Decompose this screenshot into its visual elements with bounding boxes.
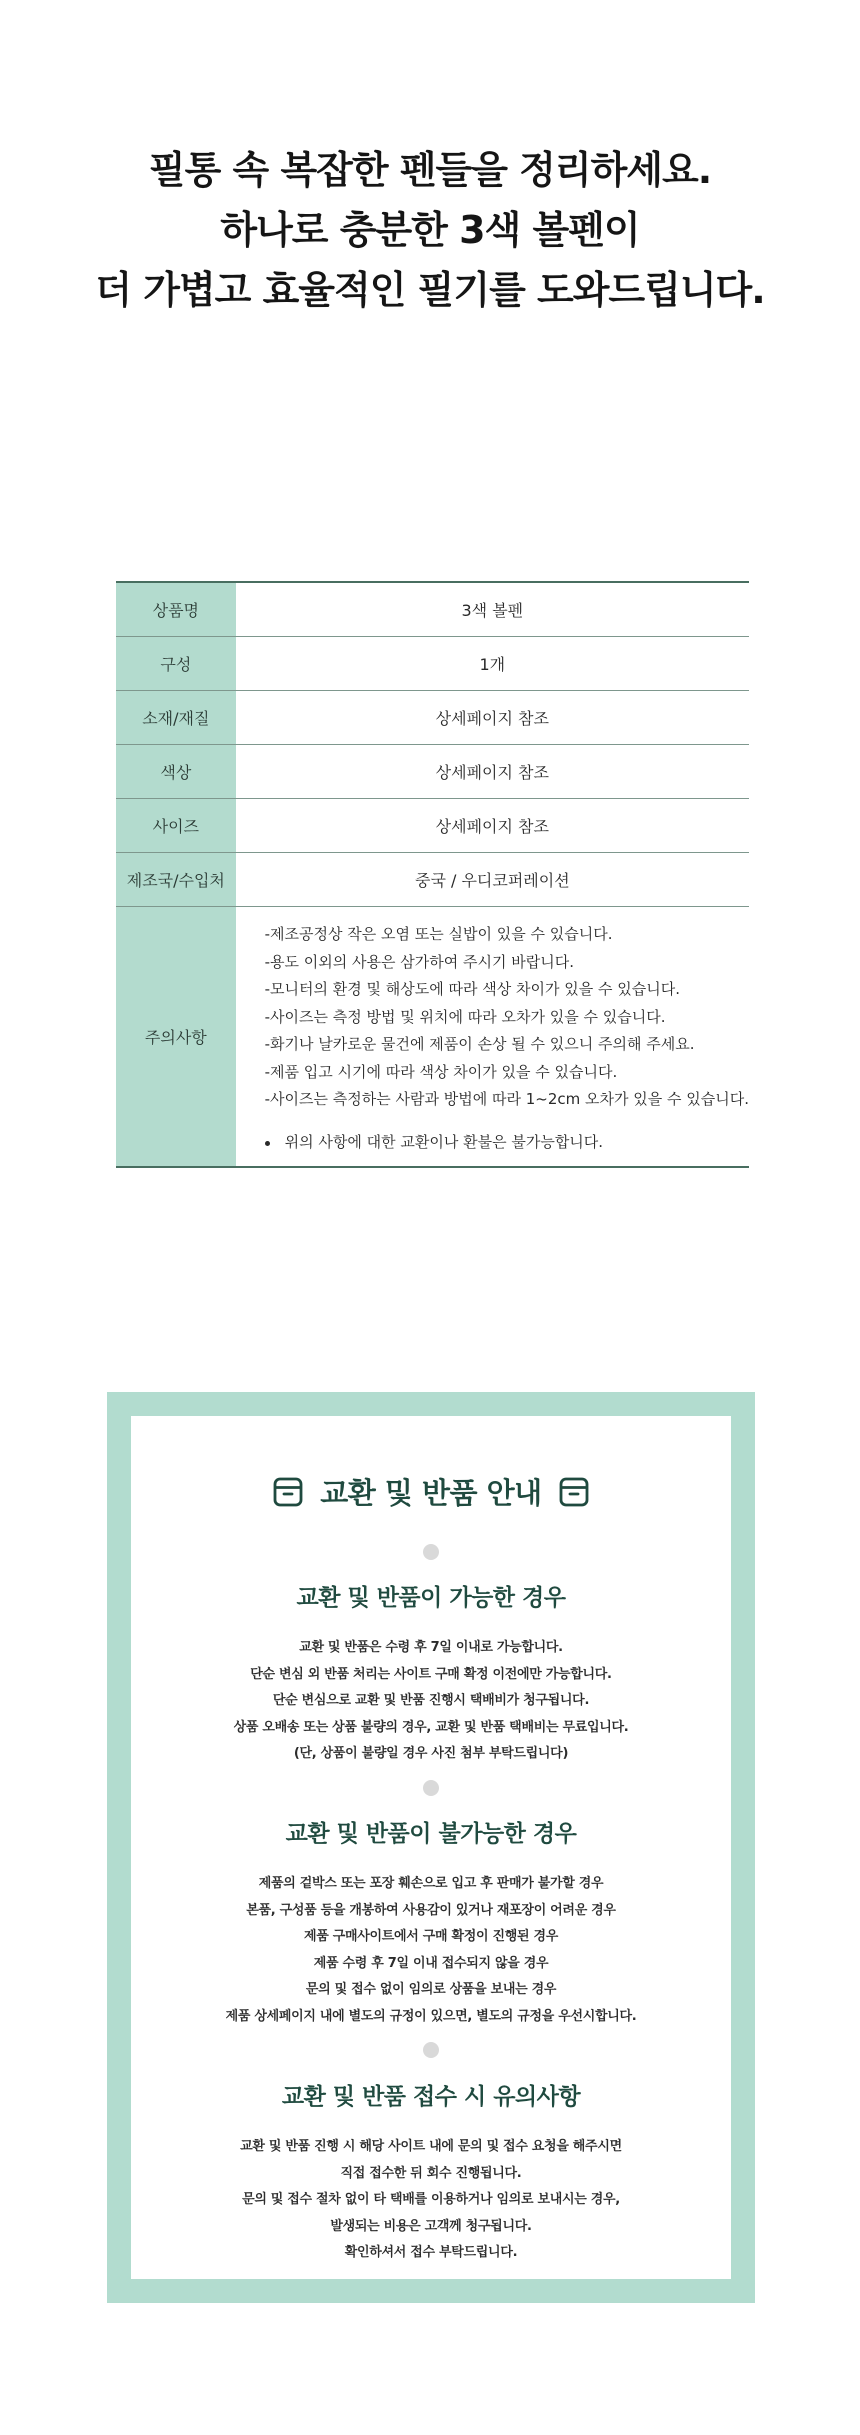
headline-line: 필통 속 복잡한 펜들을 정리하세요.	[148, 148, 712, 192]
guide-title-text: 교환 및 반품 안내	[320, 1476, 542, 1510]
spec-row	[116, 799, 749, 853]
section-line: 제품의 겉박스 또는 포장 훼손으로 입고 후 판매가 불가할 경우	[258, 1876, 604, 1891]
guide-title	[131, 1471, 731, 1512]
spec-label: 구성	[116, 637, 236, 691]
section-line: 제품 수령 후 7일 이내 접수되지 않을 경우	[313, 1955, 549, 1971]
spec-label: 제조국/수입처	[116, 853, 236, 907]
box-icon	[558, 1476, 590, 1508]
headline-line: 더 가볍고 효율적인 필기를 도와드립니다.	[95, 268, 765, 312]
caution-line: -제조공정상 작은 오염 또는 실밥이 있을 수 있습니다.	[264, 925, 613, 943]
section-line: 제품 상세페이지 내에 별도의 규정이 있으면, 별도의 규정을 우선시합니다.	[225, 2008, 637, 2024]
spec-label: 색상	[116, 745, 236, 799]
section-line: 문의 및 접수 절차 없이 타 택배를 이용하거나 임의로 보내시는 경우,	[242, 2192, 620, 2207]
caution-line: -화기나 날카로운 물건에 제품이 손상 될 수 있으니 주의해 주세요.	[264, 1035, 695, 1053]
section-line: 단순 변심 외 반품 처리는 사이트 구매 확정 이전에만 가능합니다.	[250, 1666, 612, 1682]
section-line: 직접 접수한 뒤 회수 진행됩니다.	[340, 2165, 522, 2181]
spec-row	[116, 745, 749, 799]
spec-label: 소재/재질	[116, 691, 236, 745]
section-line: 교환 및 반품 진행 시 해당 사이트 내에 문의 및 접수 요청을 해주시면	[240, 2139, 622, 2154]
exchange-return-guide	[107, 1392, 755, 2303]
spec-value: 상세페이지 참조	[236, 691, 749, 745]
caution-line: -사이즈는 측정하는 사람과 방법에 따라 1~2cm 오차가 있을 수 있습니다.	[264, 1090, 749, 1108]
caution-line: -모니터의 환경 및 해상도에 따라 색상 차이가 있을 수 있습니다.	[264, 980, 680, 998]
separator-dot-icon	[423, 2042, 439, 2058]
spec-label: 주의사항	[116, 907, 236, 1168]
caution-bullet-text: 위의 사항에 대한 교환이나 환불은 불가능합니다.	[284, 1132, 604, 1151]
section-line: 교환 및 반품은 수령 후 7일 이내로 가능합니다.	[299, 1640, 563, 1655]
spec-label: 사이즈	[116, 799, 236, 853]
caution-line: -제품 입고 시기에 따라 색상 차이가 있을 수 있습니다.	[264, 1062, 618, 1081]
box-icon	[272, 1476, 304, 1508]
bullet-dot-icon	[265, 1141, 270, 1146]
separator-dot-icon	[423, 1544, 439, 1560]
spec-value: 1개	[236, 637, 749, 691]
caution-cell	[236, 907, 749, 1168]
section-heading: 교환 및 반품이 불가능한 경우	[285, 1821, 577, 1847]
section-body	[131, 1635, 731, 1768]
section-line: 확인하셔서 접수 부탁드립니다.	[344, 2245, 518, 2260]
spec-value: 상세페이지 참조	[236, 799, 749, 853]
caution-line: -용도 이외의 사용은 삼가하여 주시기 바랍니다.	[264, 952, 574, 971]
caution-bullet	[265, 1129, 749, 1157]
separator-dot-icon	[423, 1780, 439, 1796]
spec-row-caution	[116, 907, 749, 1168]
section-line: 발생되는 비용은 고객께 청구됩니다.	[330, 2218, 532, 2234]
spec-row	[116, 853, 749, 907]
section-line: 제품 구매사이트에서 구매 확정이 진행된 경우	[303, 1929, 559, 1944]
section-line: 문의 및 접수 없이 임의로 상품을 보내는 경우	[305, 1982, 557, 1997]
section-line: 상품 오배송 또는 상품 불량의 경우, 교환 및 반품 택배비는 무료입니다.	[233, 1719, 629, 1735]
caution-line: -사이즈는 측정 방법 및 위치에 따라 오차가 있을 수 있습니다.	[264, 1007, 666, 1026]
headline-line: 하나로 충분한 3색 볼펜이	[220, 208, 640, 252]
caution-list	[236, 907, 749, 1166]
section-line: (단, 상품이 불량일 경우 사진 첨부 부탁드립니다)	[293, 1746, 569, 1761]
product-spec-table	[116, 581, 749, 1168]
section-heading: 교환 및 반품 접수 시 유의사항	[281, 2084, 581, 2110]
spec-label: 상품명	[116, 582, 236, 637]
spec-value: 중국 / 우디코퍼레이션	[236, 853, 749, 907]
spec-row	[116, 582, 749, 637]
guide-panel	[131, 1416, 731, 2279]
spec-row	[116, 637, 749, 691]
spec-value: 3색 볼펜	[236, 582, 749, 637]
section-body	[131, 2134, 731, 2267]
section-line: 본품, 구성품 등을 개봉하여 사용감이 있거나 재포장이 어려운 경우	[246, 1902, 616, 1918]
headline	[0, 140, 860, 320]
section-line: 단순 변심으로 교환 및 반품 진행시 택배비가 청구됩니다.	[272, 1693, 590, 1708]
section-body	[131, 1871, 731, 2030]
section-heading: 교환 및 반품이 가능한 경우	[296, 1585, 566, 1611]
spec-row	[116, 691, 749, 745]
spec-value: 상세페이지 참조	[236, 745, 749, 799]
